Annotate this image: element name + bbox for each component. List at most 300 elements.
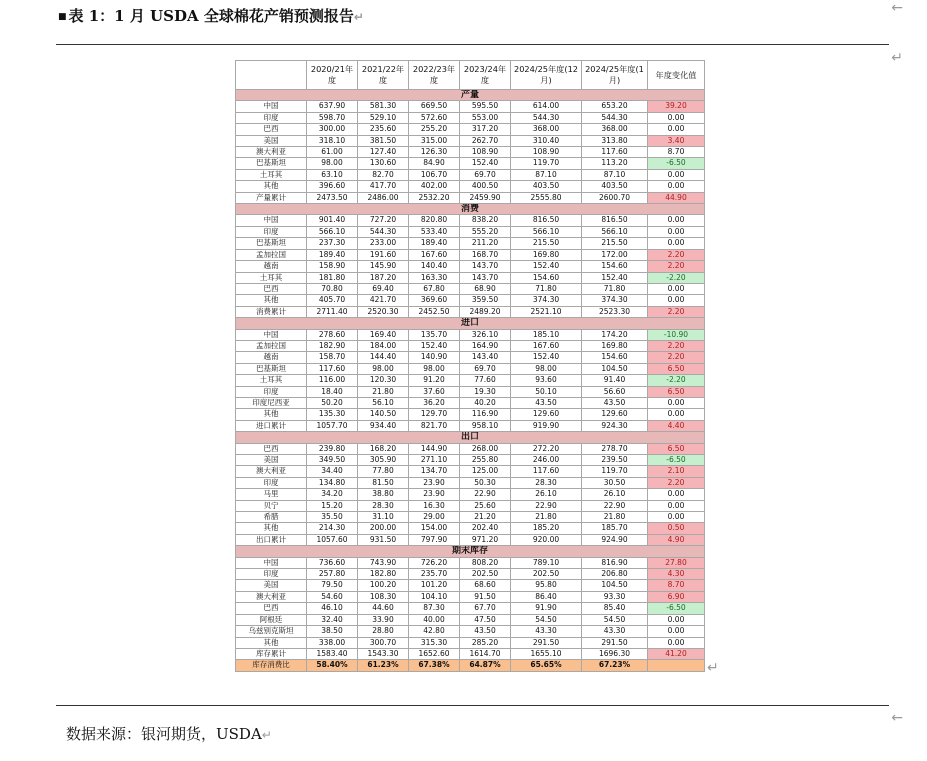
value-cell: 37.60	[409, 386, 460, 397]
value-cell: 140.40	[409, 261, 460, 272]
document-title	[58, 5, 364, 27]
value-cell: 368.00	[582, 124, 648, 135]
change-cell: 6.50	[648, 363, 705, 374]
row-label: 消费累计	[236, 306, 307, 317]
value-cell: 595.50	[460, 101, 511, 112]
value-cell: 77.60	[460, 375, 511, 386]
value-cell: 152.40	[511, 261, 582, 272]
value-cell: 2600.70	[582, 192, 648, 203]
row-label: 其他	[236, 523, 307, 534]
source-note	[66, 722, 272, 746]
title-text: 表 1：1 月 USDA 全球棉花产销预测报告	[68, 7, 354, 25]
value-cell: 257.80	[307, 569, 358, 580]
table-row	[236, 375, 705, 386]
value-cell: 187.20	[358, 272, 409, 283]
value-cell: 168.20	[358, 443, 409, 454]
row-label: 巴基斯坦	[236, 158, 307, 169]
value-cell: 2532.20	[409, 192, 460, 203]
change-cell: 0.00	[648, 397, 705, 408]
value-cell: 21.20	[460, 512, 511, 523]
value-cell: 54.50	[511, 614, 582, 625]
change-cell: 8.70	[648, 147, 705, 158]
value-cell: 50.10	[511, 386, 582, 397]
change-cell: 4.40	[648, 420, 705, 431]
value-cell: 104.10	[409, 591, 460, 602]
value-cell: 23.90	[409, 477, 460, 488]
value-cell: 93.30	[582, 591, 648, 602]
value-cell: 255.80	[460, 455, 511, 466]
value-cell: 58.40%	[307, 660, 358, 671]
table-row	[236, 580, 705, 591]
row-label: 巴西	[236, 603, 307, 614]
value-cell: 820.80	[409, 215, 460, 226]
value-cell: 69.40	[358, 283, 409, 294]
value-cell: 36.20	[409, 397, 460, 408]
value-cell: 326.10	[460, 329, 511, 340]
value-cell: 154.60	[511, 272, 582, 283]
value-cell: 154.60	[582, 352, 648, 363]
change-cell: -2.20	[648, 375, 705, 386]
value-cell: 134.70	[409, 466, 460, 477]
value-cell: 313.80	[582, 135, 648, 146]
value-cell: 34.40	[307, 466, 358, 477]
value-cell: 125.00	[460, 466, 511, 477]
value-cell: 120.30	[358, 375, 409, 386]
value-cell: 400.50	[460, 181, 511, 192]
table-row	[236, 112, 705, 123]
table-row	[236, 261, 705, 272]
source-text: 数据来源：银河期货，USDA	[66, 725, 262, 743]
value-cell: 61.23%	[358, 660, 409, 671]
row-label: 巴基斯坦	[236, 363, 307, 374]
value-cell: 144.40	[358, 352, 409, 363]
table-row	[236, 386, 705, 397]
value-cell: 727.20	[358, 215, 409, 226]
value-cell: 144.90	[409, 443, 460, 454]
value-cell: 135.30	[307, 409, 358, 420]
table-row	[236, 500, 705, 511]
value-cell: 598.70	[307, 112, 358, 123]
value-cell: 167.60	[409, 249, 460, 260]
value-cell: 200.00	[358, 523, 409, 534]
value-cell: 91.90	[511, 603, 582, 614]
value-cell: 22.90	[582, 500, 648, 511]
value-cell: 154.00	[409, 523, 460, 534]
value-cell: 43.30	[582, 626, 648, 637]
value-cell: 421.70	[358, 295, 409, 306]
value-cell: 44.60	[358, 603, 409, 614]
table-row	[236, 169, 705, 180]
value-cell: 743.90	[358, 557, 409, 568]
change-cell: 2.10	[648, 466, 705, 477]
table-row	[236, 397, 705, 408]
table-row	[236, 352, 705, 363]
row-label: 越南	[236, 261, 307, 272]
value-cell: 31.10	[358, 512, 409, 523]
value-cell: 202.40	[460, 523, 511, 534]
value-cell: 271.10	[409, 455, 460, 466]
change-cell: 2.20	[648, 249, 705, 260]
value-cell: 901.40	[307, 215, 358, 226]
row-label: 巴基斯坦	[236, 238, 307, 249]
value-cell: 402.00	[409, 181, 460, 192]
value-cell: 43.50	[511, 397, 582, 408]
value-cell: 28.80	[358, 626, 409, 637]
value-cell: 69.70	[460, 363, 511, 374]
row-label: 土耳其	[236, 272, 307, 283]
value-cell: 100.20	[358, 580, 409, 591]
value-cell: 79.50	[307, 580, 358, 591]
value-cell: 104.50	[582, 363, 648, 374]
value-cell: 291.50	[511, 637, 582, 648]
value-cell: 169.40	[358, 329, 409, 340]
section-header-row	[236, 90, 705, 101]
value-cell: 26.10	[582, 489, 648, 500]
row-label: 库存累计	[236, 648, 307, 659]
change-cell: 0.50	[648, 523, 705, 534]
value-cell: 653.20	[582, 101, 648, 112]
change-cell: 0.00	[648, 283, 705, 294]
row-label: 澳大利亚	[236, 591, 307, 602]
column-header: 2020/21年度	[307, 61, 358, 90]
row-label: 巴西	[236, 124, 307, 135]
value-cell: 920.00	[511, 534, 582, 545]
table-row	[236, 124, 705, 135]
value-cell: 130.60	[358, 158, 409, 169]
value-cell: 359.50	[460, 295, 511, 306]
value-cell: 56.60	[582, 386, 648, 397]
value-cell: 182.80	[358, 569, 409, 580]
paragraph-mark-icon: ↵	[261, 728, 272, 742]
value-cell: 215.50	[582, 238, 648, 249]
value-cell: 140.90	[409, 352, 460, 363]
value-cell: 566.10	[582, 226, 648, 237]
value-cell: 61.00	[307, 147, 358, 158]
row-label: 印度	[236, 477, 307, 488]
value-cell: 816.90	[582, 557, 648, 568]
column-header: 2022/23年度	[409, 61, 460, 90]
row-label: 其他	[236, 295, 307, 306]
table-row	[236, 466, 705, 477]
table-row	[236, 603, 705, 614]
change-cell: 0.00	[648, 124, 705, 135]
value-cell: 374.30	[511, 295, 582, 306]
table-row	[236, 648, 705, 659]
value-cell: 169.80	[582, 340, 648, 351]
value-cell: 189.40	[307, 249, 358, 260]
paragraph-mark-icon: ↵	[707, 660, 719, 676]
value-cell: 529.10	[358, 112, 409, 123]
value-cell: 70.80	[307, 283, 358, 294]
table-row	[236, 329, 705, 340]
value-cell: 106.70	[409, 169, 460, 180]
value-cell: 637.90	[307, 101, 358, 112]
change-cell: 0.00	[648, 226, 705, 237]
row-label: 澳大利亚	[236, 147, 307, 158]
change-cell: 27.80	[648, 557, 705, 568]
value-cell: 117.60	[582, 147, 648, 158]
table-body	[236, 90, 705, 672]
value-cell: 63.10	[307, 169, 358, 180]
table-row	[236, 181, 705, 192]
value-cell: 1057.70	[307, 420, 358, 431]
value-cell: 54.60	[307, 591, 358, 602]
row-label: 孟加拉国	[236, 340, 307, 351]
row-label: 进口累计	[236, 420, 307, 431]
value-cell: 158.90	[307, 261, 358, 272]
value-cell: 82.70	[358, 169, 409, 180]
value-cell: 50.20	[307, 397, 358, 408]
table-row	[236, 135, 705, 146]
row-label: 中国	[236, 557, 307, 568]
value-cell: 215.50	[511, 238, 582, 249]
table-row	[236, 215, 705, 226]
value-cell: 87.10	[511, 169, 582, 180]
value-cell: 553.00	[460, 112, 511, 123]
cotton-forecast-table-wrap	[235, 60, 705, 672]
value-cell: 104.50	[582, 580, 648, 591]
value-cell: 43.30	[511, 626, 582, 637]
value-cell: 971.20	[460, 534, 511, 545]
table-row	[236, 455, 705, 466]
row-label: 澳大利亚	[236, 466, 307, 477]
value-cell: 1655.10	[511, 648, 582, 659]
value-cell: 172.00	[582, 249, 648, 260]
value-cell: 1652.60	[409, 648, 460, 659]
value-cell: 43.50	[460, 626, 511, 637]
value-cell: 2523.30	[582, 306, 648, 317]
value-cell: 300.00	[307, 124, 358, 135]
value-cell: 164.90	[460, 340, 511, 351]
change-cell	[648, 660, 705, 671]
value-cell: 117.60	[511, 466, 582, 477]
change-cell: 0.00	[648, 112, 705, 123]
value-cell: 22.90	[511, 500, 582, 511]
value-cell: 189.40	[409, 238, 460, 249]
value-cell: 67.70	[460, 603, 511, 614]
value-cell: 143.40	[460, 352, 511, 363]
value-cell: 285.20	[460, 637, 511, 648]
change-cell: 0.00	[648, 181, 705, 192]
value-cell: 65.65%	[511, 660, 582, 671]
row-label: 越南	[236, 352, 307, 363]
table-row	[236, 147, 705, 158]
value-cell: 158.70	[307, 352, 358, 363]
value-cell: 202.50	[460, 569, 511, 580]
value-cell: 202.50	[511, 569, 582, 580]
row-label: 阿根廷	[236, 614, 307, 625]
row-label: 其他	[236, 637, 307, 648]
value-cell: 168.70	[460, 249, 511, 260]
value-cell: 38.50	[307, 626, 358, 637]
value-cell: 958.10	[460, 420, 511, 431]
column-header: 2024/25年度(12月)	[511, 61, 582, 90]
change-cell: 4.30	[648, 569, 705, 580]
change-cell: -6.50	[648, 455, 705, 466]
value-cell: 143.70	[460, 261, 511, 272]
row-label: 乌兹别克斯坦	[236, 626, 307, 637]
value-cell: 16.30	[409, 500, 460, 511]
value-cell: 310.40	[511, 135, 582, 146]
value-cell: 736.60	[307, 557, 358, 568]
value-cell: 1057.60	[307, 534, 358, 545]
value-cell: 98.00	[511, 363, 582, 374]
change-cell: 0.00	[648, 512, 705, 523]
table-row	[236, 409, 705, 420]
value-cell: 68.90	[460, 283, 511, 294]
value-cell: 98.00	[307, 158, 358, 169]
value-cell: 167.60	[511, 340, 582, 351]
value-cell: 181.80	[307, 272, 358, 283]
row-label: 土耳其	[236, 375, 307, 386]
change-cell: 0.00	[648, 637, 705, 648]
value-cell: 369.60	[409, 295, 460, 306]
value-cell: 77.80	[358, 466, 409, 477]
value-cell: 262.70	[460, 135, 511, 146]
section-title: 消费	[236, 204, 705, 215]
value-cell: 91.50	[460, 591, 511, 602]
value-cell: 140.50	[358, 409, 409, 420]
value-cell: 98.00	[358, 363, 409, 374]
paragraph-mark-icon: ↵	[353, 10, 364, 24]
table-row	[236, 272, 705, 283]
value-cell: 268.00	[460, 443, 511, 454]
value-cell: 38.80	[358, 489, 409, 500]
value-cell: 403.50	[582, 181, 648, 192]
value-cell: 368.00	[511, 124, 582, 135]
change-cell: 0.00	[648, 295, 705, 306]
table-row	[236, 626, 705, 637]
value-cell: 417.70	[358, 181, 409, 192]
row-label: 印度尼西亚	[236, 397, 307, 408]
section-title: 期末库存	[236, 546, 705, 557]
value-cell: 169.80	[511, 249, 582, 260]
value-cell: 403.50	[511, 181, 582, 192]
value-cell: 255.20	[409, 124, 460, 135]
value-cell: 808.20	[460, 557, 511, 568]
value-cell: 101.20	[409, 580, 460, 591]
value-cell: 581.30	[358, 101, 409, 112]
value-cell: 349.50	[307, 455, 358, 466]
value-cell: 2459.90	[460, 192, 511, 203]
value-cell: 113.20	[582, 158, 648, 169]
value-cell: 129.70	[409, 409, 460, 420]
value-cell: 23.90	[409, 489, 460, 500]
row-label: 其他	[236, 181, 307, 192]
change-cell: 2.20	[648, 261, 705, 272]
value-cell: 67.80	[409, 283, 460, 294]
value-cell: 924.90	[582, 534, 648, 545]
table-row	[236, 569, 705, 580]
section-header-row	[236, 432, 705, 443]
value-cell: 934.40	[358, 420, 409, 431]
value-cell: 67.23%	[582, 660, 648, 671]
change-cell: 0.00	[648, 169, 705, 180]
change-cell: 3.40	[648, 135, 705, 146]
value-cell: 315.00	[409, 135, 460, 146]
bottom-rule	[56, 705, 889, 706]
value-cell: 318.10	[307, 135, 358, 146]
row-label: 印度	[236, 569, 307, 580]
row-label: 中国	[236, 329, 307, 340]
value-cell: 91.20	[409, 375, 460, 386]
change-cell: 2.20	[648, 352, 705, 363]
value-cell: 98.00	[409, 363, 460, 374]
section-header-row	[236, 546, 705, 557]
change-cell: 39.20	[648, 101, 705, 112]
table-row	[236, 295, 705, 306]
value-cell: 239.80	[307, 443, 358, 454]
value-cell: 22.90	[460, 489, 511, 500]
value-cell: 21.80	[582, 512, 648, 523]
change-cell: 6.50	[648, 443, 705, 454]
value-cell: 2473.50	[307, 192, 358, 203]
table-row	[236, 443, 705, 454]
value-cell: 40.20	[460, 397, 511, 408]
value-cell: 54.50	[582, 614, 648, 625]
value-cell: 185.70	[582, 523, 648, 534]
table-row	[236, 477, 705, 488]
value-cell: 315.30	[409, 637, 460, 648]
value-cell: 338.00	[307, 637, 358, 648]
value-cell: 33.90	[358, 614, 409, 625]
change-cell: 0.00	[648, 238, 705, 249]
change-cell: 2.20	[648, 340, 705, 351]
value-cell: 214.30	[307, 523, 358, 534]
value-cell: 127.40	[358, 147, 409, 158]
value-cell: 317.20	[460, 124, 511, 135]
value-cell: 572.60	[409, 112, 460, 123]
value-cell: 18.40	[307, 386, 358, 397]
value-cell: 381.50	[358, 135, 409, 146]
value-cell: 789.10	[511, 557, 582, 568]
value-cell: 85.40	[582, 603, 648, 614]
value-cell: 669.50	[409, 101, 460, 112]
value-cell: 396.60	[307, 181, 358, 192]
value-cell: 235.70	[409, 569, 460, 580]
change-cell: -2.20	[648, 272, 705, 283]
value-cell: 152.40	[460, 158, 511, 169]
value-cell: 126.30	[409, 147, 460, 158]
value-cell: 163.30	[409, 272, 460, 283]
value-cell: 566.10	[511, 226, 582, 237]
value-cell: 56.10	[358, 397, 409, 408]
value-cell: 931.50	[358, 534, 409, 545]
row-label: 印度	[236, 112, 307, 123]
table-row	[236, 306, 705, 317]
value-cell: 185.20	[511, 523, 582, 534]
value-cell: 278.60	[307, 329, 358, 340]
row-label: 其他	[236, 409, 307, 420]
paragraph-mark-icon: ↵	[891, 50, 903, 66]
table-row	[236, 283, 705, 294]
change-cell: -6.50	[648, 603, 705, 614]
value-cell: 68.60	[460, 580, 511, 591]
change-cell: 0.00	[648, 409, 705, 420]
row-label: 中国	[236, 215, 307, 226]
section-header-row	[236, 204, 705, 215]
table-row	[236, 420, 705, 431]
value-cell: 43.50	[582, 397, 648, 408]
value-cell: 206.80	[582, 569, 648, 580]
value-cell: 184.00	[358, 340, 409, 351]
value-cell: 116.90	[460, 409, 511, 420]
table-row	[236, 512, 705, 523]
value-cell: 93.60	[511, 375, 582, 386]
stock-to-use-ratio-row	[236, 660, 705, 671]
value-cell: 2489.20	[460, 306, 511, 317]
value-cell: 1583.40	[307, 648, 358, 659]
